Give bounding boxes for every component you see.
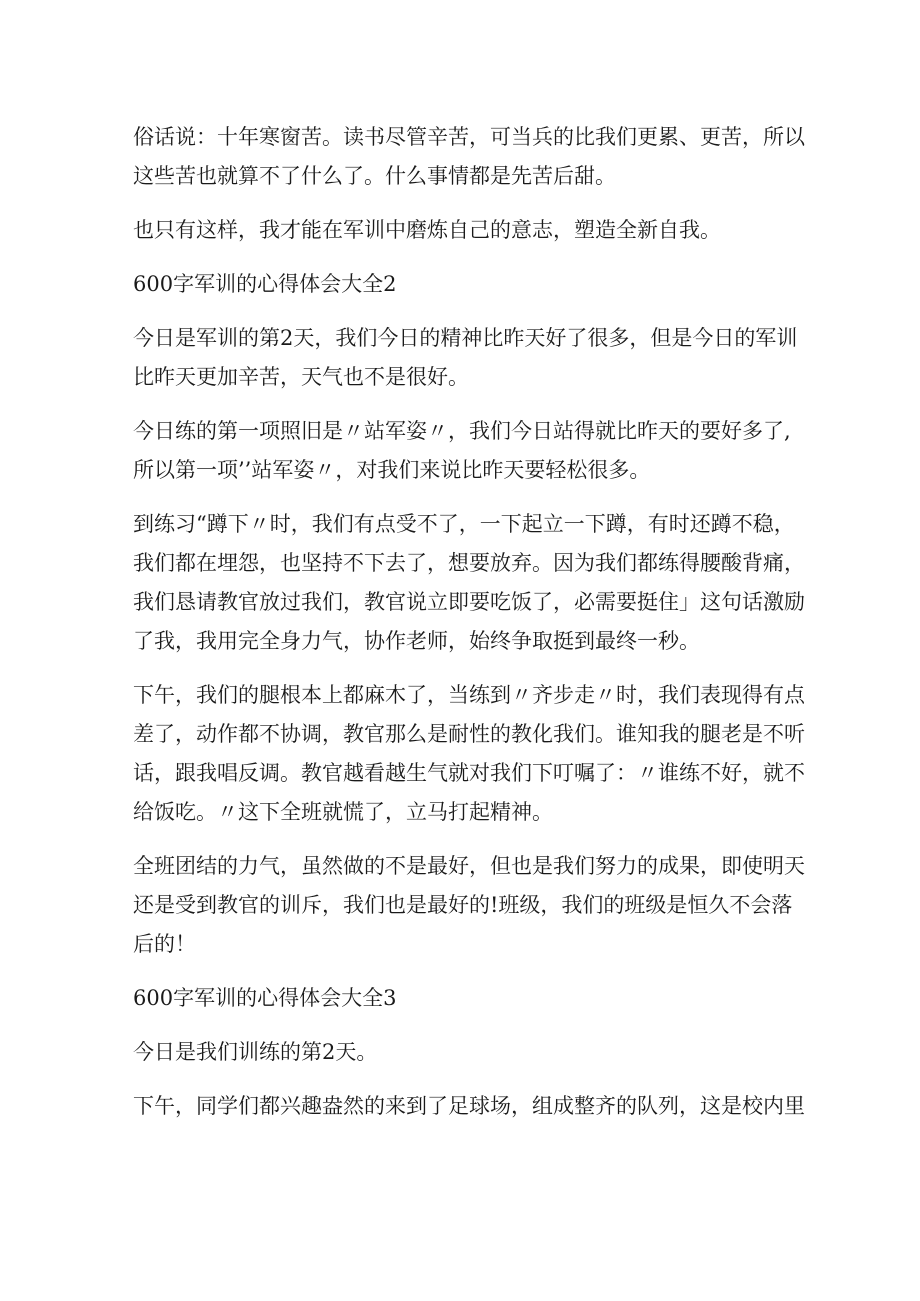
text-line: 给饭吃。〃这下全班就慌了，立马打起精神。 [133, 800, 553, 824]
heading-line: 600字军训的心得体会大全2 [133, 272, 397, 296]
text-line: 俗话说：十年寒窗苦。读书尽管辛苦，可当兵的比我们更累、更苦，所以 [133, 125, 805, 149]
text-line: 差了，动作都不协调，教官那么是耐性的教化我们。谁知我的腿老是不听 [133, 722, 805, 746]
text-line: 全班团结的力气，虽然做的不是最好，但也是我们努力的成果，即使明天 [133, 854, 805, 878]
text-line: 这些苦也就算不了什么了。什么事情都是先苦后甜。 [133, 164, 616, 188]
paragraph [133, 211, 783, 250]
text-line: 今日是军训的第2天，我们今日的精神比昨天好了很多，但是今日的军训 [133, 326, 798, 350]
paragraph [133, 118, 805, 196]
text-line: 话，跟我唱反调。教官越看越生气就对我们下叮嘱了：〃谁练不好，就不 [133, 761, 805, 785]
document-page [133, 118, 805, 1126]
text-line: 后的！ [133, 932, 196, 956]
text-line: 还是受到教官的训斥，我们也是最好的!班级，我们的班级是恒久不会落 [133, 893, 793, 917]
text-line: 所以第一项’’站军姿〃，对我们来说比昨天要轻松很多。 [133, 458, 651, 482]
text-line: 也只有这样，我才能在军训中磨炼自己的意志，塑造全新自我。 [133, 218, 721, 242]
section-heading [133, 265, 783, 304]
text-line: 比昨天更加辛苦，天气也不是很好。 [133, 365, 469, 389]
text-line: 我们都在埋怨，也坚持不下去了，想要放弃。因为我们都练得腰酸背痛， [133, 551, 805, 575]
paragraph [133, 847, 805, 964]
paragraph [133, 1087, 805, 1126]
paragraph [133, 1033, 783, 1072]
paragraph [133, 505, 805, 661]
paragraph [133, 319, 798, 397]
text-line: 到练习“蹲下〃时，我们有点受不了，一下起立一下蹲，有时还蹲不稳， [133, 512, 795, 536]
text-line: 下午，我们的腿根本上都麻木了，当练到〃齐步走〃时，我们表现得有点 [133, 683, 805, 707]
text-line: 下午，同学们都兴趣盎然的来到了足球场，组成整齐的队列，这是校内里 [133, 1094, 805, 1118]
section-heading [133, 979, 783, 1018]
paragraph [133, 412, 791, 490]
text-line: 今日练的第一项照旧是〃站军姿〃，我们今日站得就比昨天的要好多了, [133, 419, 791, 443]
text-line: 我们恳请教官放过我们，教官说立即要吃饭了，必需要挺住」这句话激励 [133, 590, 805, 614]
paragraph [133, 676, 805, 832]
text-line: 今日是我们训练的第2天。 [133, 1040, 378, 1064]
text-line: 了我，我用完全身力气，协作老师，始终争取挺到最终一秒。 [133, 629, 700, 653]
heading-line: 600字军训的心得体会大全3 [133, 986, 397, 1010]
